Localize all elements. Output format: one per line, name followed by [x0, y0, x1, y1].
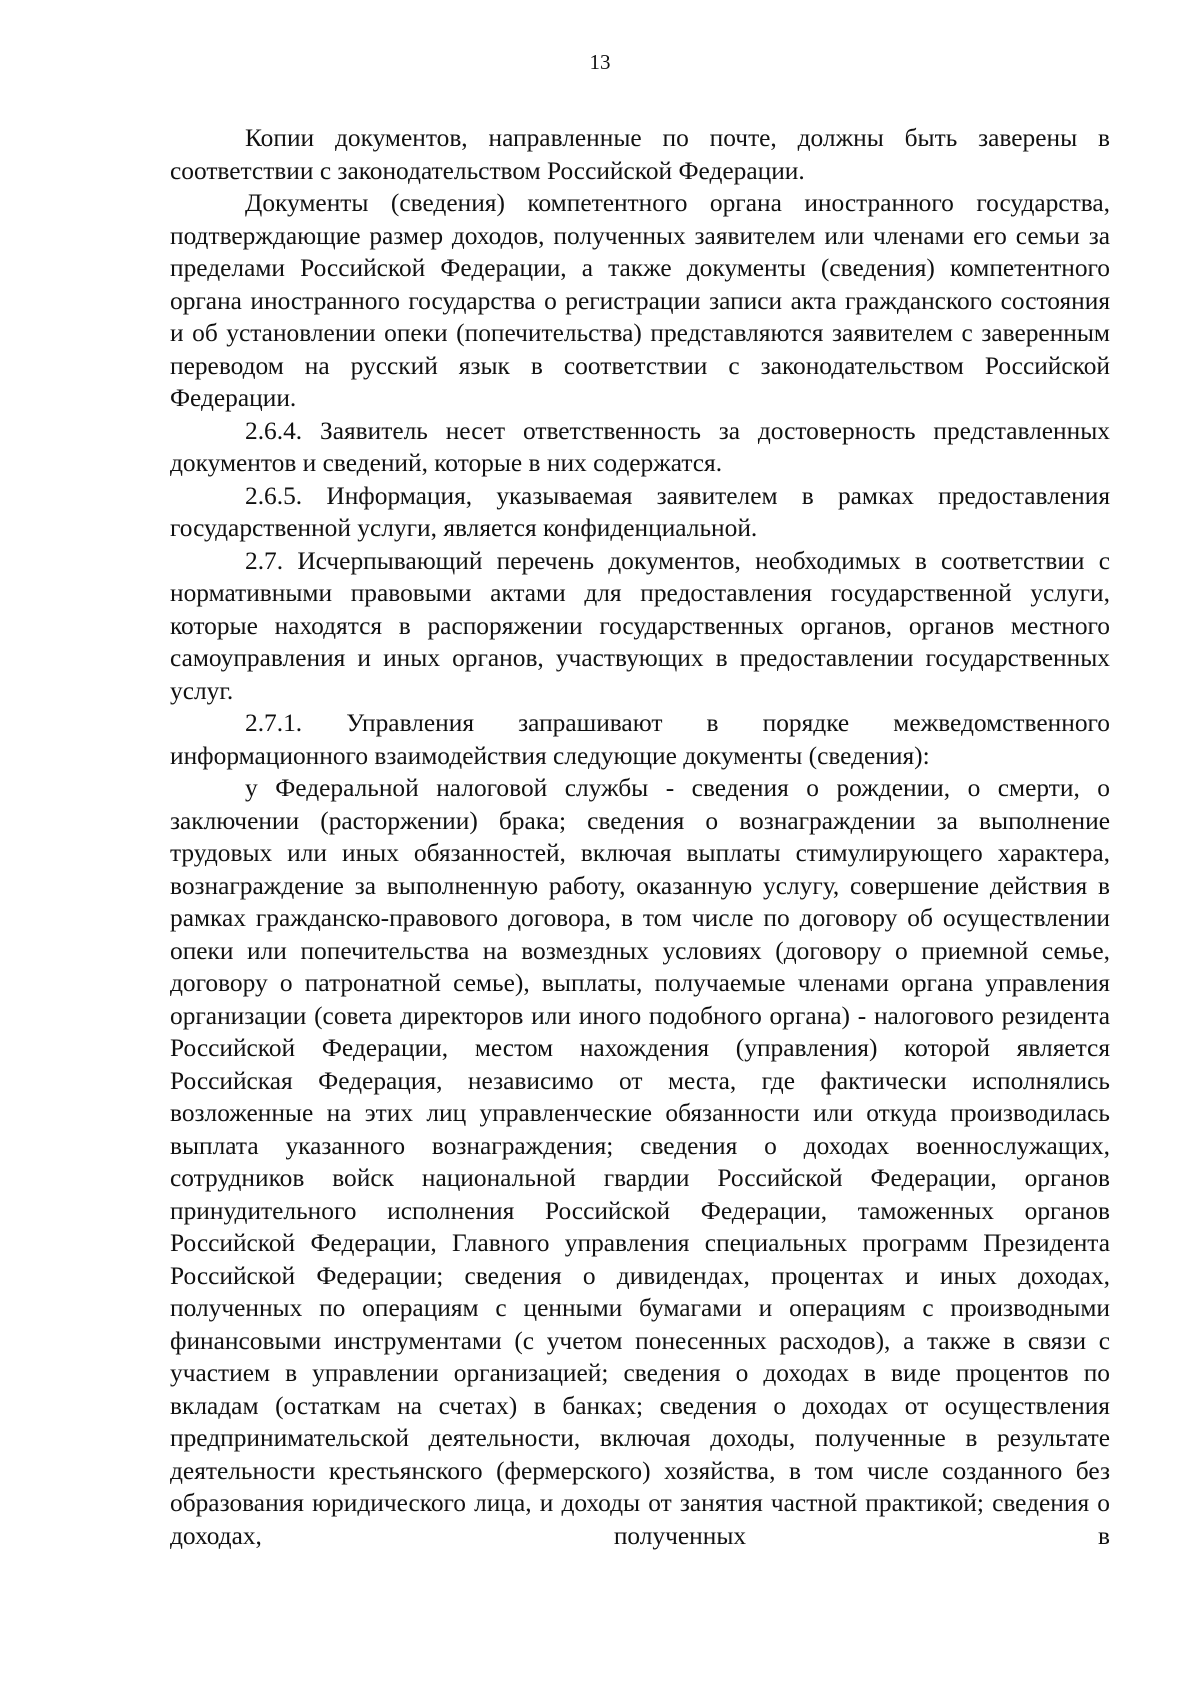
- section-number: 2.6.5.: [245, 481, 303, 510]
- section-number: 2.7.1.: [245, 709, 303, 737]
- document-body: [170, 122, 1110, 1552]
- paragraph-text: Информация, указываемая заявителем в рамках предоставления государственной услуги, является конфиденциальной.: [170, 481, 1110, 542]
- paragraph-text: Управления запрашивают в порядке межведомственного информационного взаимодействия следующие документы (сведения):: [170, 709, 1110, 770]
- paragraph-text: у Федеральной налоговой службы - сведения о рождении, о смерти, о заключении (расторжении) брака; сведения о вознаграждении за выполнение трудовых или иных обязанностей, включая выплаты стимулирующего характера, вознаграждение за выполненную работу, оказанную услугу, совершение действия в рамках гражданско-правового договора, в том числе по договору об осуществлении опеки или попечительства на возмездных условиях (договору о приемной семье, договору о патронатной семье), выплаты, получаемые членами органа управления организации (совета директоров или иного подобного органа) - налогового резидента Российской Федерации, местом нахождения (управления) которой является Российская Федерация, независимо от места, где фактически исполнялись возложенные на этих лиц управленческие обязанности или откуда производилась выплата указанного вознаграждения; сведения о доходах военнослужащих, сотрудников войск национальной гвардии Российской Федерации, органов принудительного исполнения Российской Федерации, таможенных органов Российской Федерации, Главного управления специальных программ Президента Российской Федерации; сведения о дивидендах, процентах и иных доходах, полученных по операциям с ценными бумагами и операциям с производными финансовыми инструментами (с учетом понесенных расходов), а также в связи с участием в управлении организацией; сведения о доходах в виде процентов по вкладам (остаткам на счетах) в банках; сведения о доходах от осуществления предпринимательской деятельности, включая доходы, полученные в результате деятельности крестьянского (фермерского) хозяйства, в том числе созданного без образования юридического лица, и доходы от занятия частной практикой; сведения о доходах, полученных в: [170, 774, 1110, 1550]
- paragraph-text: Заявитель несет ответственность за достоверность представленных документов и сведений, которые в них содержатся.: [170, 416, 1110, 477]
- paragraph-foreign-documents: [170, 187, 1110, 415]
- section-number: 2.6.4.: [245, 416, 303, 445]
- page-number: 13: [589, 50, 611, 74]
- paragraph-text: Копии документов, направленные по почте, должны быть заверены в соответствии с законодательством Российской Федерации.: [170, 124, 1110, 185]
- paragraph-copies-certification: [170, 122, 1110, 187]
- paragraph-2-6-5: [170, 480, 1110, 545]
- paragraph-tax-service-information: [170, 772, 1110, 1552]
- section-number: 2.7.: [245, 546, 284, 575]
- paragraph-text: Документы (сведения) компетентного органа иностранного государства, подтверждающие размер доходов, полученных заявителем или членами его семьи за пределами Российской Федерации, а также документы (сведения) компетентного органа иностранного государства о регистрации записи акта гражданского состояния и об установлении опеки (попечительства) представляются заявителем с заверенным переводом на русский язык в соответствии с законодательством Российской Федерации.: [170, 189, 1110, 412]
- paragraph-2-6-4: [170, 415, 1110, 480]
- paragraph-text: Исчерпывающий перечень документов, необходимых в соответствии с нормативными правовыми актами для предоставления государственной услуги, которые находятся в распоряжении государственных органов, органов местного самоуправления и иных органов, участвующих в предоставлении государственных услуг.: [170, 546, 1110, 705]
- paragraph-2-7: [170, 545, 1110, 708]
- paragraph-2-7-1: [170, 707, 1110, 772]
